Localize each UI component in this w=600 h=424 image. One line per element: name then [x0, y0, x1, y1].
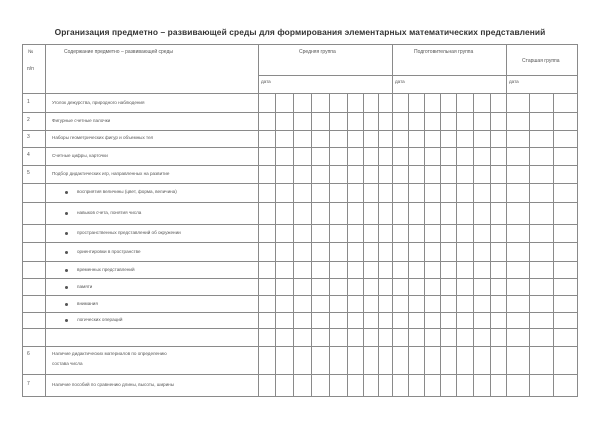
- date-col: [424, 93, 425, 397]
- col-divider-num: [45, 44, 46, 397]
- content-header: Содержание предметно – развивающей среды: [64, 49, 173, 55]
- row-line: [22, 328, 578, 329]
- row-text: Фигурные счетные палочки: [52, 118, 111, 123]
- bullet-icon: [65, 191, 68, 194]
- table-border-left: [22, 44, 23, 397]
- bullet-icon: [65, 303, 68, 306]
- group-header-prep: Подготовительная группа: [414, 49, 474, 55]
- date-col: [378, 93, 379, 397]
- row-text: навыков счета, понятия числа: [77, 210, 142, 215]
- date-col: [311, 93, 312, 397]
- date-col: [329, 93, 330, 397]
- group-header-middle: Средняя группа: [299, 49, 336, 55]
- row-text: памяти: [77, 284, 93, 289]
- bullet-icon: [65, 319, 68, 322]
- page-title: Организация предметно – развивающей среды для формирования элементарных математических представлений: [54, 27, 546, 37]
- date-col: [553, 93, 554, 397]
- row-text: временных представлений: [77, 267, 135, 272]
- date-row-line: [258, 75, 578, 76]
- row-text: ориентировки в пространстве: [77, 249, 141, 254]
- row-text: Счетные цифры, карточки: [52, 153, 108, 158]
- row-line: [22, 346, 578, 347]
- table-border-bottom: [22, 396, 578, 397]
- row-line: [22, 202, 578, 203]
- date-col: [392, 93, 393, 397]
- row-text: пространственных представлений об окружении: [77, 230, 181, 235]
- bullet-icon: [65, 251, 68, 254]
- row-text: восприятия величины (цвет, форма, величина): [77, 189, 177, 194]
- table-border-top: [22, 44, 578, 45]
- row-text: внимания: [77, 301, 98, 306]
- row-line: [22, 374, 578, 375]
- date-label-2: дата: [395, 79, 405, 84]
- row-line: [22, 165, 578, 166]
- date-col: [456, 93, 457, 397]
- bullet-icon: [65, 232, 68, 235]
- group-divider-2: [506, 44, 507, 93]
- bullet-icon: [65, 212, 68, 215]
- date-col: [529, 93, 530, 397]
- date-label-3: дата: [509, 79, 519, 84]
- num-header: №: [28, 49, 34, 55]
- date-col: [293, 93, 294, 397]
- row-line: [22, 130, 578, 131]
- row-line: [22, 312, 578, 313]
- row-text: Наличие пособий по сравнению длины, высоты, ширины: [52, 382, 175, 387]
- date-col: [408, 93, 409, 397]
- row-number: 1: [27, 99, 30, 105]
- row-number: 2: [27, 117, 30, 123]
- col-divider-content: [258, 44, 259, 397]
- bullet-icon: [65, 286, 68, 289]
- date-col: [440, 93, 441, 397]
- row-line: [22, 278, 578, 279]
- row-text: Наборы геометрических фигур и объемных тел: [52, 135, 154, 140]
- date-col: [490, 93, 491, 397]
- date-col: [363, 93, 364, 397]
- checklist-table: [22, 44, 578, 397]
- row-line: [22, 224, 578, 225]
- row-text: Уголок дежурства, природного наблюдения: [52, 100, 145, 105]
- row-text: Подбор дидактических игр, направленных на развитие: [52, 171, 170, 176]
- group-divider-1: [392, 44, 393, 93]
- row-number: 4: [27, 152, 30, 158]
- table-border-right: [577, 44, 578, 397]
- row-text: логических операций: [77, 317, 123, 322]
- row-text-continued: состава числа: [52, 361, 83, 366]
- date-label-1: дата: [261, 79, 271, 84]
- row-number: 5: [27, 170, 30, 176]
- group-header-senior: Старшая группа: [522, 58, 560, 64]
- row-line: [22, 295, 578, 296]
- date-col: [506, 93, 507, 397]
- bullet-icon: [65, 269, 68, 272]
- row-number: 7: [27, 381, 30, 387]
- row-text: Наличие дидактических материалов по определению: [52, 351, 167, 356]
- header-bottom-line: [22, 93, 578, 94]
- row-number: 6: [27, 351, 30, 357]
- date-col: [275, 93, 276, 397]
- row-line: [22, 261, 578, 262]
- row-line: [22, 242, 578, 243]
- row-line: [22, 183, 578, 184]
- date-col: [473, 93, 474, 397]
- row-line: [22, 147, 578, 148]
- date-col: [347, 93, 348, 397]
- row-line: [22, 112, 578, 113]
- num-sub-header: п/п: [27, 66, 34, 72]
- row-number: 3: [27, 134, 30, 140]
